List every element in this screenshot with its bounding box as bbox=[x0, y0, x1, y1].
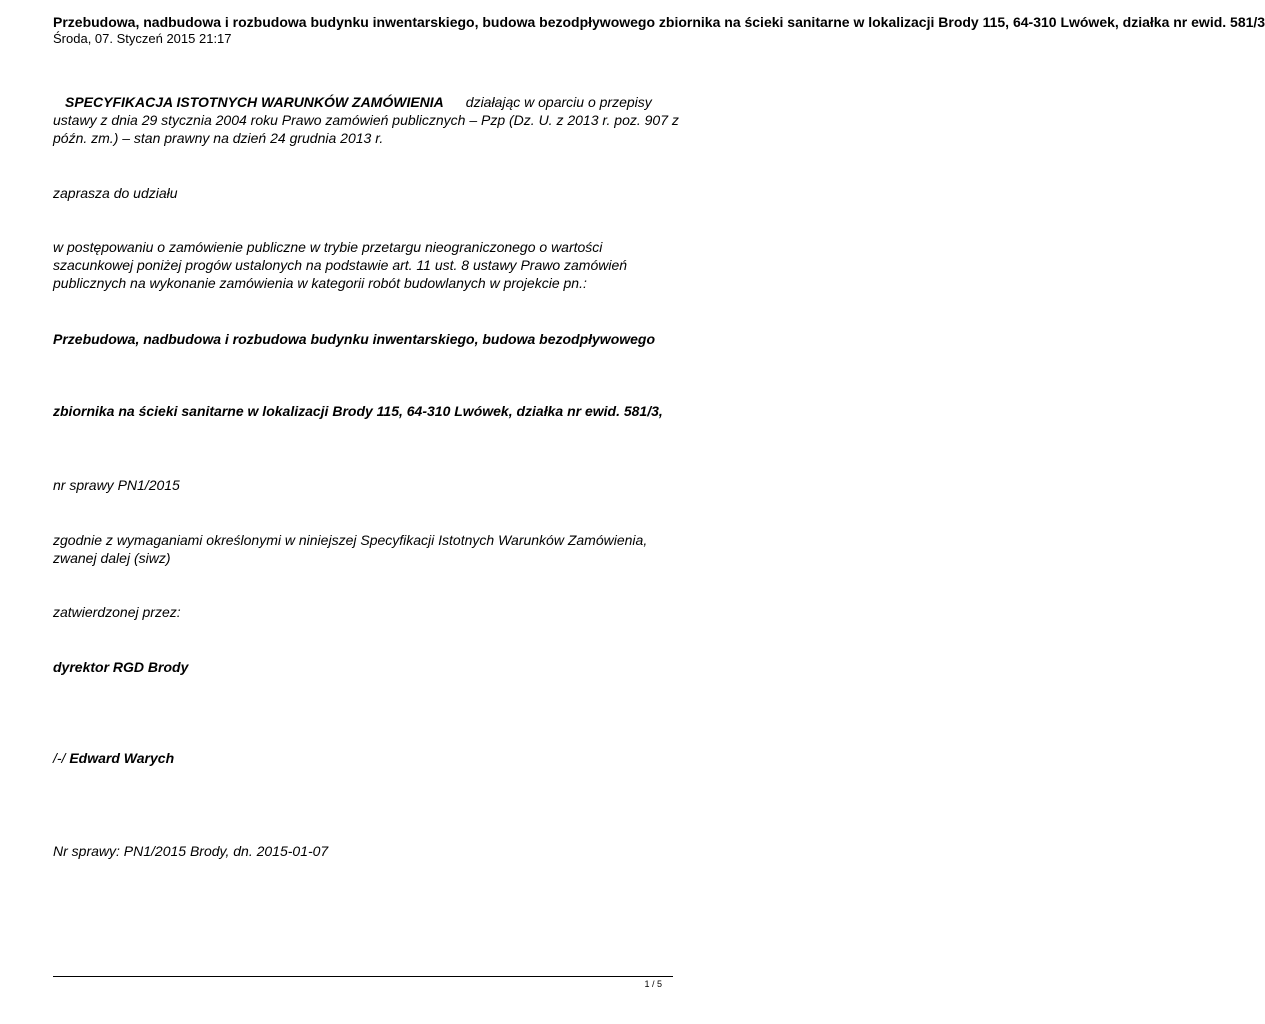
document-title: Przebudowa, nadbudowa i rozbudowa budynku inwentarskiego, budowa bezodpływowego zbiornika na ścieki sanitarne w lokalizacji Brody 115, 64-310 Lwówek, działka nr ewid. 581/3 bbox=[53, 14, 1265, 30]
invite-text: zaprasza do udziału bbox=[53, 185, 178, 201]
page-number: 1 / 5 bbox=[644, 979, 662, 989]
spec-law-text: przepisy ustawy z dnia 29 stycznia 2004 roku Prawo zamówień publicznych – Pzp (Dz. U. z 2013 r. poz. 907 z późn. zm.) – stan prawny na dzień 24 grudnia 2013 r. bbox=[53, 94, 679, 146]
project-title-part-1: Przebudowa, nadbudowa i rozbudowa budynku inwentarskiego, budowa bezodpływowego bbox=[53, 331, 656, 347]
project-title-part-2: zbiornika na ścieki sanitarne w lokalizacji Brody 115, 64-310 Lwówek, działka nr ewid. 581/3, bbox=[53, 403, 663, 419]
compliance-text: zgodnie z wymaganiami określonymi w niniejszej Specyfikacji Istotnych Warunków Zamówienia, zwanej dalej (siwz) bbox=[53, 532, 648, 566]
director-name: dyrektor RGD Brody bbox=[53, 659, 189, 675]
spec-heading: SPECYFIKACJA ISTOTNYCH WARUNKÓW ZAMÓWIENIA bbox=[65, 94, 444, 110]
document-header bbox=[53, 14, 1265, 47]
spec-intro-text: działając w oparciu o bbox=[465, 94, 596, 110]
spec-paragraph bbox=[53, 93, 681, 147]
approved-by-label: zatwierdzonej przez: bbox=[53, 604, 181, 620]
case-number: nr sprawy PN1/2015 bbox=[53, 477, 180, 493]
procedure-text: w postępowaniu o zamówienie publiczne w trybie przetargu nieograniczonego o wartości szacunkowej poniżej progów ustalonych na podstawie art. 11 ust. 8 ustawy Prawo zamówień publicznych na wykonanie zamówienia w kategorii robót budowlanych w projekcie pn.: bbox=[53, 239, 628, 291]
document-date: Środa, 07. Styczeń 2015 21:17 bbox=[53, 31, 232, 46]
signature-name: Edward Warych bbox=[69, 750, 175, 766]
closing-line: Nr sprawy: PN1/2015 Brody, dn. 2015-01-07 bbox=[53, 843, 329, 859]
footer-divider bbox=[53, 976, 673, 977]
signature bbox=[53, 749, 681, 767]
signature-prefix: /-/ bbox=[53, 750, 66, 766]
